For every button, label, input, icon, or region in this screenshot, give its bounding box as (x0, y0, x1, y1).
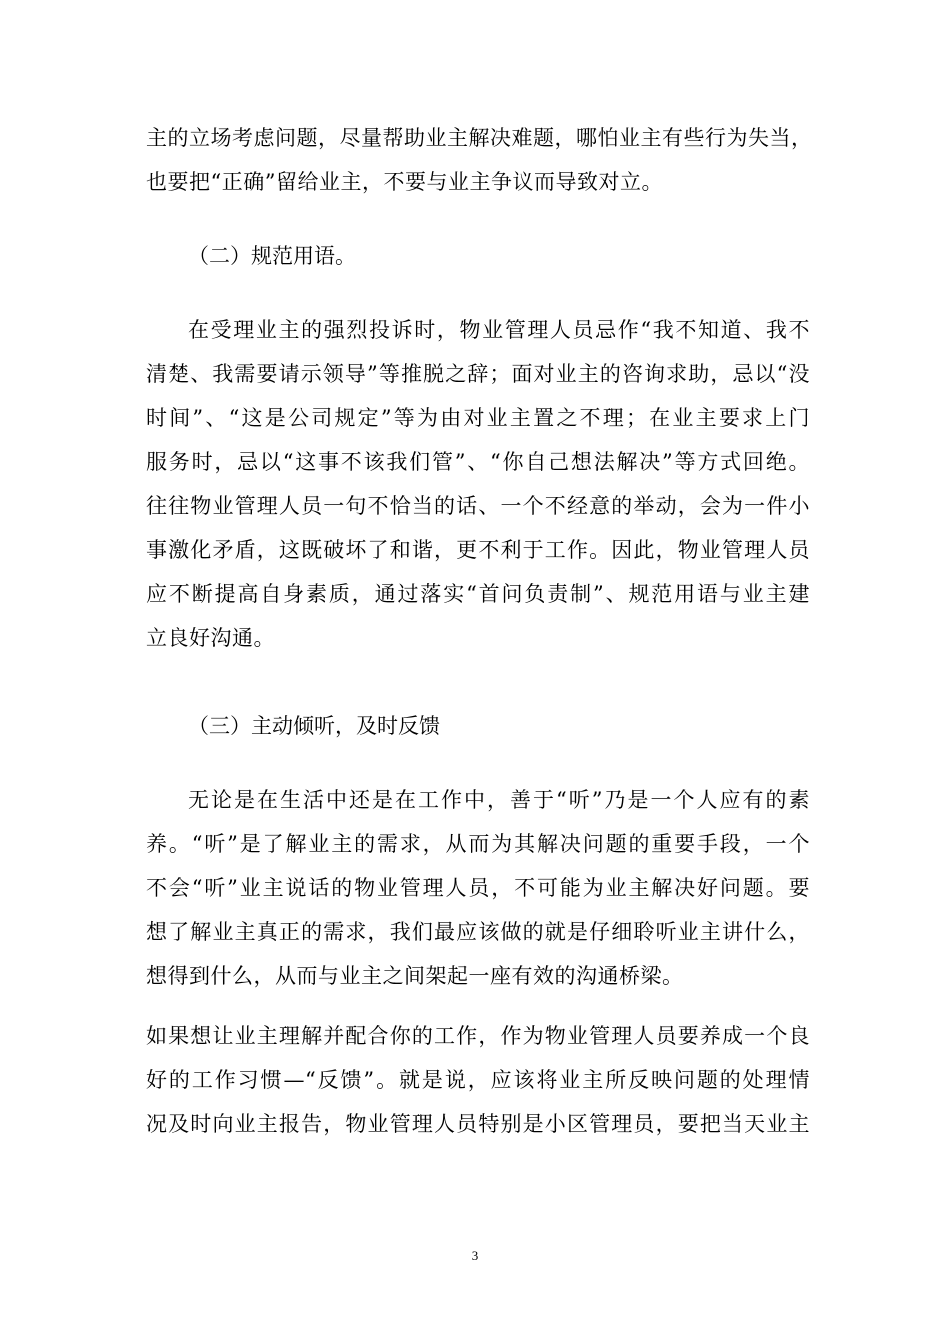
paragraph-line: 往往物业管理人员一句不恰当的话、一个不经意的举动，会为一件小 (146, 494, 810, 518)
paragraph-line: 想得到什么，从而与业主之间架起一座有效的沟通桥梁。 (146, 964, 684, 988)
paragraph-feedback (146, 1014, 810, 1146)
paragraph-line: 时间”、“这是公司规定”等为由对业主置之不理；在业主要求上门 (146, 406, 810, 430)
paragraph-listening (146, 778, 810, 998)
section-heading-2: （二）规范用语。 (188, 244, 356, 268)
paragraph-line: 也要把“正确”留给业主，不要与业主争议而导致对立。 (146, 170, 663, 194)
paragraph-line: 在受理业主的强烈投诉时，物业管理人员忌作“我不知道、我不 (188, 318, 810, 342)
paragraph-line: 清楚、我需要请示领导”等推脱之辞；面对业主的咨询求助，忌以“没 (146, 362, 810, 386)
paragraph-line: 服务时，忌以“这事不该我们管”、“你自己想法解决”等方式回绝。 (146, 450, 810, 474)
paragraph-line: 好的工作习惯—“反馈”。就是说，应该将业主所反映问题的处理情 (146, 1068, 810, 1092)
paragraph-intro (146, 116, 813, 204)
paragraph-line: 立良好沟通。 (146, 626, 275, 650)
paragraph-line: 况及时向业主报告，物业管理人员特别是小区管理员，要把当天业主 (146, 1112, 810, 1136)
paragraph-line: 如果想让业主理解并配合你的工作，作为物业管理人员要养成一个良 (146, 1024, 810, 1048)
page-number: 3 (471, 1248, 479, 1263)
paragraph-line: 无论是在生活中还是在工作中，善于“听”乃是一个人应有的素 (188, 788, 810, 812)
paragraph-standard-language (146, 308, 810, 660)
paragraph-line: 养。“听”是了解业主的需求，从而为其解决问题的重要手段，一个 (146, 832, 810, 856)
paragraph-line: 事激化矛盾，这既破坏了和谐，更不利于工作。因此，物业管理人员 (146, 538, 810, 562)
section-heading-3: （三）主动倾听，及时反馈 (188, 714, 440, 738)
paragraph-line: 想了解业主真正的需求，我们最应该做的就是仔细聆听业主讲什么， (146, 920, 810, 944)
paragraph-line: 不会“听”业主说话的物业管理人员，不可能为业主解决好问题。要 (146, 876, 810, 900)
paragraph-line: 主的立场考虑问题，尽量帮助业主解决难题，哪怕业主有些行为失当， (146, 126, 813, 150)
paragraph-line: 应不断提高自身素质，通过落实“首问负责制”、规范用语与业主建 (146, 582, 810, 606)
